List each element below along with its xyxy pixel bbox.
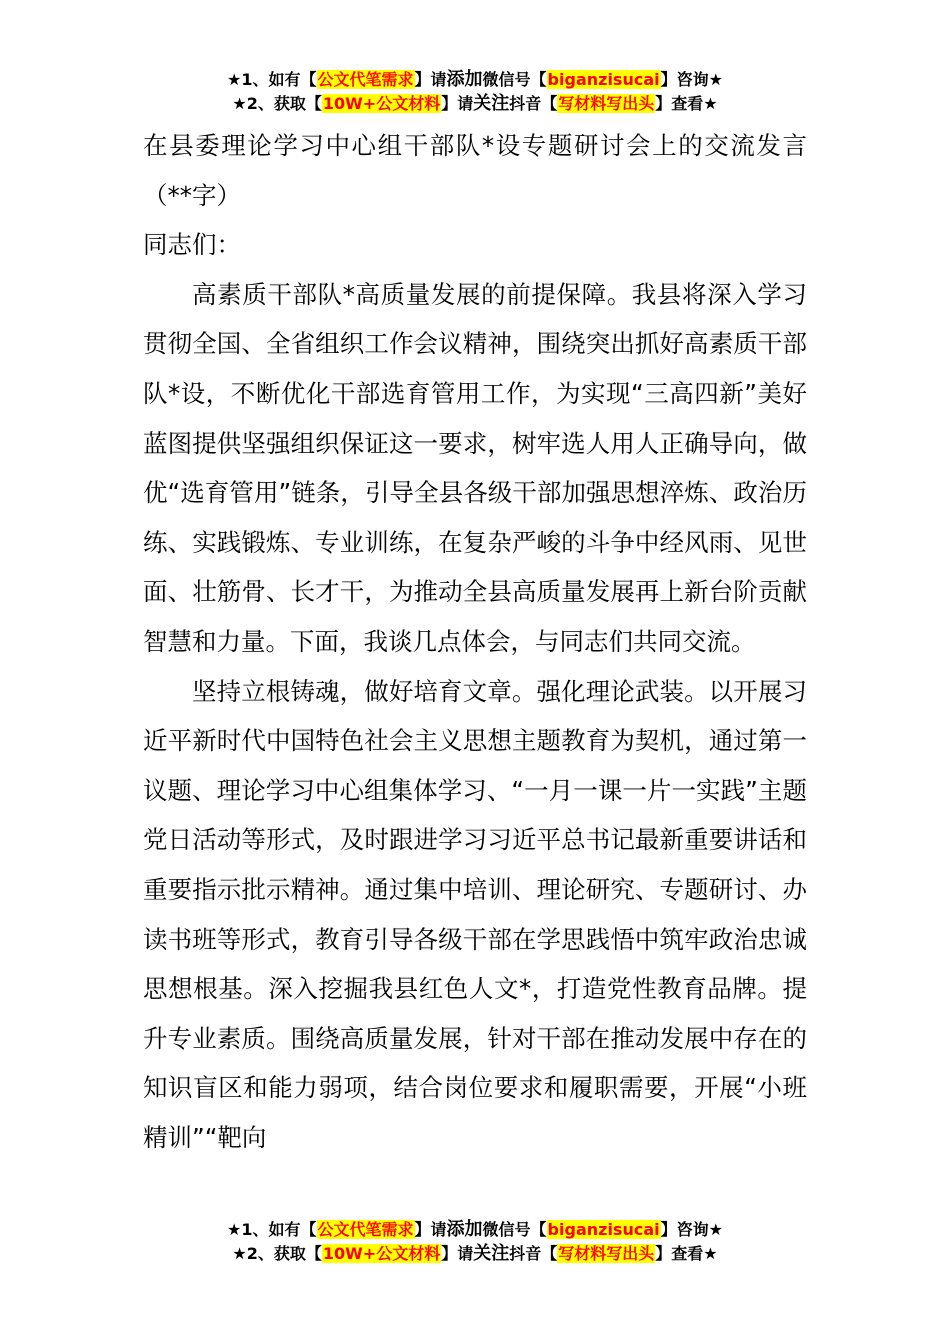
document-title: 在县委理论学习中心组干部队*设专题研讨会上的交流发言（**字） — [143, 131, 807, 210]
promo-line-2 — [0, 92, 950, 116]
promo-text: ★2、获取【 — [232, 1244, 322, 1263]
promo-text: ★2、获取【 — [232, 94, 322, 113]
promo-emphasis: 关注 — [473, 1243, 510, 1264]
promo-text: 抖音【 — [509, 1244, 558, 1263]
promo-emphasis: 添加 — [446, 1219, 483, 1240]
promo-text: 】请 — [441, 1244, 474, 1263]
footer-promo-banner — [0, 1218, 950, 1266]
body-paragraph: 高素质干部队*高质量发展的前提保障。我县将深入学习贯彻全国、全省组织工作会议精神，围绕突出抓好高素质干部队*设，不断优化干部选育管用工作，为实现“三高四新”美好蓝图提供坚强组织保证这一要求，树牢选人用人正确导向，做优“选育管用”链条，引导全县各级干部加强思想淬炼、政治历练、实践锻炼、专业训练，在复杂严峻的斗争中经风雨、见世面、壮筋骨、长才干，为推动全县高质量发展再上新台阶贡献智慧和力量。下面，我谈几点体会，与同志们共同交流。 — [143, 279, 807, 656]
promo-text: 】查看★ — [655, 94, 718, 113]
salutation: 同志们： — [143, 230, 241, 260]
promo-highlight: biganzisucai — [547, 70, 660, 89]
promo-text: 微信号【 — [482, 70, 547, 89]
promo-text: ★1、如有【 — [227, 1220, 317, 1239]
promo-highlight: 公文代笔需求 — [317, 70, 414, 89]
promo-emphasis: 关注 — [473, 93, 510, 114]
promo-text: 】咨询★ — [660, 70, 723, 89]
promo-text: 】请 — [441, 94, 474, 113]
promo-text: 】查看★ — [655, 1244, 718, 1263]
promo-highlight: 公文代笔需求 — [317, 1220, 414, 1239]
promo-emphasis: 添加 — [446, 69, 483, 90]
promo-text: ★1、如有【 — [227, 70, 317, 89]
document-body — [143, 121, 807, 1162]
promo-text: 】请 — [414, 70, 447, 89]
header-promo-banner — [0, 68, 950, 116]
promo-highlight: 写材料写出头 — [558, 1244, 655, 1263]
promo-line-1 — [0, 68, 950, 92]
promo-highlight: 10W+公文材料 — [322, 1244, 441, 1263]
promo-text: 】咨询★ — [660, 1220, 723, 1239]
promo-text: 微信号【 — [482, 1220, 547, 1239]
promo-line-1 — [0, 1218, 950, 1242]
promo-highlight: biganzisucai — [547, 1220, 660, 1239]
promo-text: 】请 — [414, 1220, 447, 1239]
promo-line-2 — [0, 1242, 950, 1266]
body-paragraph: 坚持立根铸魂，做好培育文章。强化理论武装。以开展习近平新时代中国特色社会主义思想主题教育为契机，通过第一议题、理论学习中心组集体学习、“一月一课一片一实践”主题党日活动等形式，及时跟进学习习近平总书记最新重要讲话和重要指示批示精神。通过集中培训、理论研究、专题研讨、办读书班等形式，教育引导各级干部在学思践悟中筑牢政治忠诚思想根基。深入挖掘我县红色人文*，打造党性教育品牌。提升专业素质。围绕高质量发展，针对干部在推动发展中存在的知识盲区和能力弱项，结合岗位要求和履职需要，开展“小班精训”“靶向 — [143, 676, 807, 1152]
promo-highlight: 写材料写出头 — [558, 94, 655, 113]
promo-text: 抖音【 — [509, 94, 558, 113]
promo-highlight: 10W+公文材料 — [322, 94, 441, 113]
